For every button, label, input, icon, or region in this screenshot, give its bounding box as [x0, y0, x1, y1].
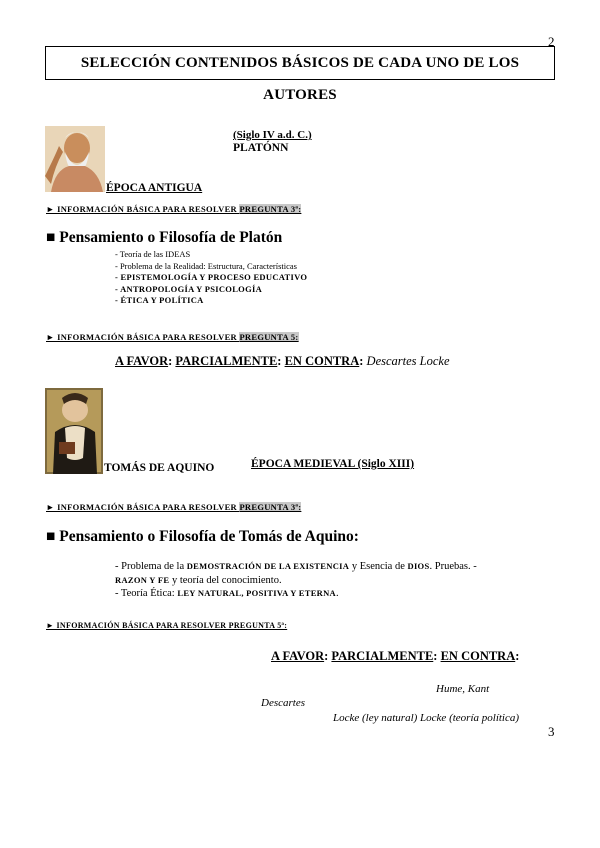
aquino-text: . — [336, 588, 339, 599]
plato-topic-item: - EPISTEMOLOGÍA Y PROCESO EDUCATIVO — [115, 272, 308, 282]
plato-topic-list — [115, 249, 307, 307]
plato-info-question-5 — [46, 332, 299, 342]
aquino-info-q3-highlight: PREGUNTA 3ª: — [239, 502, 302, 512]
plato-epoch: ÉPOCA ANTIGUA — [106, 182, 203, 194]
plato-info-question-3 — [46, 204, 301, 214]
aquino-content-line-3 — [115, 587, 535, 601]
plato-parcial-label: PARCIALMENTE — [175, 354, 278, 368]
plato-name: PLATÓNN — [233, 142, 289, 154]
aquino-content — [115, 560, 535, 601]
aquino-portrait-image — [45, 388, 103, 474]
plato-info-q5-text: ► INFORMACIÓN BÁSICA PARA RESOLVER — [46, 332, 240, 342]
plato-topic-item: - ANTROPOLOGÍA Y PSICOLOGÍA — [115, 283, 263, 294]
plato-portrait-image — [45, 126, 105, 192]
aquino-epoch: ÉPOCA MEDIEVAL (Siglo XIII) — [251, 458, 415, 470]
plato-topic-item: - ÉTICA Y POLÍTICA — [115, 295, 204, 305]
aquino-text: . Pruebas. - — [429, 561, 477, 572]
plato-contra-authors: Descartes Locke — [366, 354, 450, 368]
aquino-contra-authors: Locke (ley natural) Locke (teoría política) — [333, 712, 520, 724]
aquino-text: y Esencia de — [349, 561, 408, 572]
aquino-highlight-text: RAZON Y FE — [115, 574, 170, 585]
plato-topic-item: - Problema de la Realidad: Estructura, Características — [115, 260, 297, 271]
aquino-highlight-text: DIOS — [407, 561, 430, 571]
plato-info-q3-text: ► INFORMACIÓN BÁSICA PARA RESOLVER — [46, 204, 240, 214]
aquino-info-question-3 — [46, 502, 301, 512]
aquino-parcial-authors: Hume, Kant — [436, 683, 490, 695]
plato-favor-label: A FAVOR — [115, 354, 169, 368]
aquino-opinions: A FAVOR: PARCIALMENTE: EN CONTRA: — [271, 649, 520, 663]
aquino-highlight-text: DEMOSTRACIÓN DE LA EXISTENCIA — [186, 561, 350, 571]
plato-contra-label: EN CONTRA — [284, 354, 360, 368]
page-number-top: 2 — [548, 34, 555, 49]
page-title: SELECCIÓN CONTENIDOS BÁSICOS DE CADA UNO DE LOS AUTORES — [45, 46, 555, 80]
plato-section-title: ■ Pensamiento o Filosofía de Platón — [46, 229, 283, 246]
aquino-favor-label: A FAVOR — [271, 649, 325, 663]
plato-info-q5-highlight: PREGUNTA 5: — [239, 332, 299, 342]
aquino-info-q5-text: ► INFORMACIÓN BÁSICA PARA RESOLVER PREGUNTA 5ª: — [46, 621, 288, 630]
aquino-section-title: ■ Pensamiento o Filosofía de Tomás de Aquino: — [46, 528, 359, 545]
page-number-bottom: 3 — [548, 724, 555, 739]
plato-info-q3-highlight: PREGUNTA 3ª: — [239, 204, 302, 214]
aquino-favor-authors: Descartes — [261, 697, 305, 709]
plato-opinions: A FAVOR: PARCIALMENTE: EN CONTRA: Descartes Locke — [115, 354, 450, 368]
aquino-content-line-2 — [115, 574, 535, 588]
aquino-contra-label: EN CONTRA — [440, 649, 516, 663]
aquino-text: - Teoría Ética: — [115, 588, 178, 599]
aquino-parcial-label: PARCIALMENTE — [331, 649, 434, 663]
aquino-highlight-text: LEY NATURAL, POSITIVA Y ETERNA — [177, 588, 336, 598]
plato-date: (Siglo IV a.d. C.) — [233, 129, 312, 141]
aquino-info-question-5 — [46, 621, 287, 630]
plato-topic-item: - Teoría de las IDEAS — [115, 249, 191, 259]
aquino-text: y teoría del conocimiento. — [169, 574, 282, 586]
aquino-text: - Problema de la — [115, 561, 187, 572]
aquino-name: TOMÁS DE AQUINO — [104, 462, 215, 474]
aquino-info-q3-text: ► INFORMACIÓN BÁSICA PARA RESOLVER — [46, 502, 240, 512]
aquino-content-line-1 — [115, 560, 535, 574]
